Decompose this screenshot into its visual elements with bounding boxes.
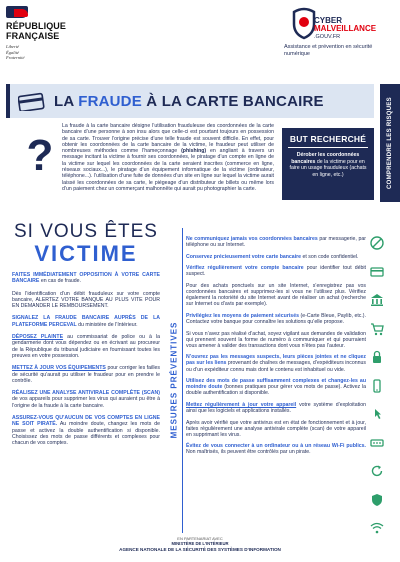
footer-anssi: AGENCE NATIONALE DE LA SÉCURITÉ DES SYSTÈMES D’INFORMATION: [119, 546, 281, 552]
footer: [0, 536, 400, 562]
title-band: [6, 84, 374, 118]
update-icon: [370, 464, 384, 478]
question-mark-icon: [18, 132, 62, 176]
header: [0, 0, 400, 80]
marianne-logo-icon: [6, 6, 28, 18]
side-tab: COMPRENDRE LES RISQUES: [380, 84, 400, 202]
mesure-item: Si vous n’avez pas réalisé d’achat, soyez vigilant aux demandes de validation qui prennent souvent la forme de numéro à communiquer et qui pourraient vous amener à valider des transactions dont vous n’êtes pas l’auteur.: [186, 330, 366, 349]
mesure-item: Après avoir vérifié que votre antivirus est en état de fonctionnement et à jour, faites régulièrement une analyse antivirale complète (scan) de votre appareil en supprimant les virus.: [186, 419, 366, 438]
lock-card-icon: [370, 350, 384, 364]
mesures-label: MESURES PRÉVENTIVES: [169, 321, 179, 439]
mesure-item: N’ouvrez pas les messages suspects, leurs pièces jointes et ne cliquez pas sur les liens provenant de chaînes de messages, d’expéditeurs inconnus ou d’un expéditeur connu mais dont le contenu est inhabituel ou vide.: [186, 354, 366, 373]
wifi-icon: [370, 521, 384, 535]
cybermalveillance-brand: CYBER MALVEILLANCE .GOUV.FR: [314, 16, 377, 40]
but-recherche-box: [282, 128, 374, 200]
victim-step: RÉALISEZ UNE ANALYSE ANTIVIRALE COMPLÈTE (SCAN) de vos appareils pour supprimer les virus qui auraient pu être à l’origine de la fraude à la carte bancaire.: [12, 390, 160, 409]
intro-text: La fraude à la carte bancaire désigne l’utilisation frauduleuse des coordonnées de la carte bancaire d’une personne à son insu alors que celle-ci est pourtant toujours en possession de sa carte. Trouver l’origine précise d’une telle fraude est souvent difficile. En effet, pour obtenir les coordonnées de la carte bancaire de la victime, le fraudeur peut utiliser de nombreuses méthodes comme l’hameçonnage (phishing) en angliant à travers un message incitant la victime à fournir ses coordonnées, le piratage d’un compte en ligne de la victime sur lequel les coordonnées de la carte seraient inscrites (commerce en ligne, réseaux sociaux...), le piratage d’un équipement informatique de la victime (ordinateur, téléphone...). l’utilisation d’une fuite de données d’un site en ligne sur lequel la victime aurait laissé les coordonnées de sa carte, le piégeage d’un distributeur de billets ou même lors d’un paiement chez un commerçant malhonnête qui aurait pu photographier la carte.: [62, 123, 275, 192]
but-title: BUT RECHERCHÉ: [288, 134, 368, 148]
victim-heading-line1: SI VOUS ÊTES: [14, 221, 158, 242]
victim-step: Dès l’identification d’un débit frauduleux sur votre compte bancaire, ALERTEZ VOTRE BANQUE AU PLUS VITE POUR EN DEMANDER LE REMBOURSEMENT.: [12, 290, 160, 310]
mesure-item: Vérifiez régulièrement votre compte bancaire pour identifier tout débit suspect.: [186, 265, 366, 278]
victim-step: ASSUREZ-VOUS QU’AUCUN DE VOS COMPTES EN LIGNE NE SOIT PIRATÉ. Au moindre doute, changez les mots de passe et activez la double authentification si disponible. Choisissez des mots de passe différents et complexes pour chacun de vos comptes.: [12, 415, 161, 447]
victim-step: SIGNALEZ LA FRAUDE BANCAIRE AUPRÈS DE LA PLATEFORME PERCEVAL du ministère de l’Intérieur.: [12, 315, 160, 328]
password-icon: [370, 436, 384, 450]
mesure-item: Privilégiez les moyens de paiement sécurisés (e-Carte Bleue, Paylib, etc.). Contactez votre banque pour connaître les solutions qu’elle propose.: [186, 312, 366, 325]
republique-francaise-label: RÉPUBLIQUE FRANÇAISE: [6, 21, 67, 41]
mesure-item: Mettez régulièrement à jour votre appareil votre système d’exploitation ainsi que les logiciels et applications installés.: [186, 401, 366, 414]
footer-ministry: MINISTÈRE DE L’INTÉRIEUR: [171, 541, 229, 546]
mesure-item: Ne communiquez jamais vos coordonnées bancaires par messagerie, par téléphone ou sur Internet.: [186, 236, 366, 249]
motto: Liberté Égalité Fraternité: [6, 44, 25, 60]
mesures-icons: [370, 236, 394, 550]
no-share-icon: [370, 236, 384, 250]
victim-step: METTEZ À JOUR VOS ÉQUIPEMENTS pour corriger les failles de sécurité qu’aurait pu utiliser le fraudeur pour en prendre le contrôle.: [12, 365, 160, 384]
but-text: Dérober les coordonnées bancaires de la victime pour en faire un usage frauduleux (achats en ligne, etc.): [289, 152, 367, 178]
click-icon: [370, 407, 384, 421]
mesure-item: Utilisez des mots de passe suffisamment complexes et changez-les au moindre doute (bonnes pratiques pour gérer vos mots de passe). Activez la double authentification si disponible.: [186, 378, 366, 397]
antivirus-icon: [370, 493, 384, 507]
victim-step: FAITES IMMÉDIATEMENT OPPOSITION À VOTRE CARTE BANCAIRE en cas de fraude.: [12, 272, 160, 285]
svg-text:?: ?: [26, 132, 54, 176]
mesure-item: Pour des achats ponctuels sur un site Internet, s’enregistrez pas vos coordonnées bancaires et supprimez-les si vous ne l’utilisez plus. Vérifiez également la notoriété du site Internet avant de réaliser un achat (recherche sur Internet ou d’avis par exemple).: [186, 282, 366, 308]
victim-column: [6, 222, 166, 453]
victim-step: DÉPOSEZ PLAINTE au commissariat de police ou à la gendarmerie dont vous dépendez ou en écrivant au procureur de la République du tribunal judiciaire en fournissant toutes les preuves en votre possession.: [12, 334, 160, 359]
mesures-list: [186, 236, 366, 461]
card-icon: [370, 265, 384, 279]
brand-tagline: Assistance et prévention en sécurité numérique: [284, 44, 373, 57]
mesure-item: Évitez de vous connecter à un ordinateur ou à un réseau Wi-Fi publics. Non maîtrisés, ils peuvent être contrôlés par un pirate.: [186, 443, 366, 456]
phone-icon: [370, 379, 384, 393]
credit-card-icon: [18, 92, 46, 111]
mesure-item: Conservez précieusement votre carte bancaire et son code confidentiel.: [186, 253, 359, 260]
footer-partner-label: EN PARTENARIAT AVEC: [177, 536, 223, 541]
cart-icon: [370, 322, 384, 336]
mesures-divider: [182, 228, 183, 533]
victim-heading-line2: VICTIME: [34, 241, 138, 266]
page-title: LA FRAUDE À LA CARTE BANCAIRE: [54, 93, 324, 110]
bank-icon: [370, 293, 384, 307]
